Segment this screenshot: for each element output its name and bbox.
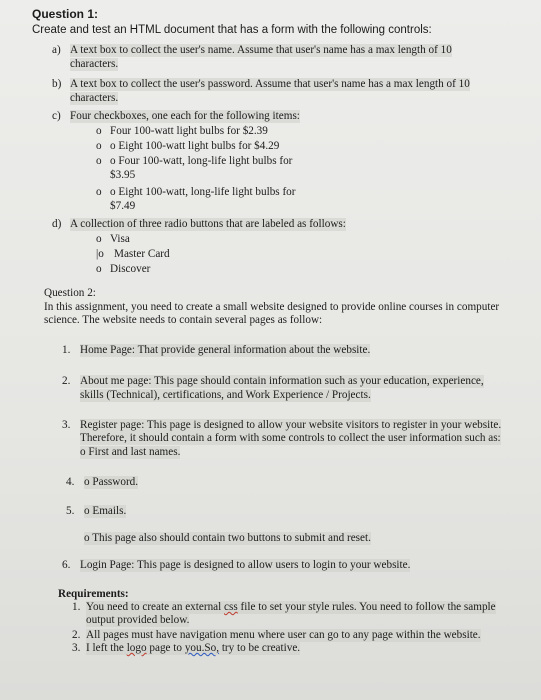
register-page-item-line2: Therefore, it should contain a form with some controls to collect the user information such as: [80, 432, 501, 444]
requirement-1-line2: output provided below. [86, 614, 190, 626]
about-page-item-line1: About me page: This page should contain information such as your education, experience, [80, 375, 484, 387]
bullet: o [96, 140, 102, 152]
radio-item-text: Master Card [114, 248, 170, 260]
requirement-3 [86, 642, 300, 655]
checkbox-item [96, 155, 292, 168]
requirement-2: All pages must have navigation menu where user can go to any page within the website. [86, 629, 481, 641]
spelling-marked-word: logo [126, 642, 147, 654]
item-a-label: a) [52, 44, 61, 56]
bullet: o [96, 125, 102, 137]
list-number: 6. [62, 559, 71, 571]
requirement-3-text-c: try to be creative. [219, 642, 301, 654]
radio-item [96, 248, 170, 261]
bullet: o [96, 233, 102, 245]
checkbox-item-text: o Eight 100-watt, long-life light bulbs for [110, 186, 296, 198]
checkbox-item [96, 140, 279, 153]
list-number: 3. [72, 642, 81, 654]
radio-item-text: Visa [110, 233, 130, 245]
question-2-intro-line2: science. The website needs to contain several pages as follow: [44, 314, 323, 326]
bullet: o [96, 263, 102, 275]
question-2-title: Question 2: [44, 287, 96, 299]
item-a-line2: characters. [70, 58, 119, 70]
requirement-1-text-b: file to set your style rules. You need to follow the sample [237, 601, 496, 613]
item-d-text: A collection of three radio buttons that are labeled as follows: [70, 218, 346, 230]
list-number: 1. [62, 344, 71, 356]
item-c-label: c) [52, 110, 61, 122]
list-number: 3. [62, 419, 71, 431]
checkbox-item-text: o Eight 100-watt light bulbs for $4.29 [110, 140, 280, 152]
bullet: o [96, 186, 102, 198]
list-number: 5. [66, 505, 75, 517]
requirements-title: Requirements: [58, 588, 129, 600]
register-page-item-line1: Register page: This page is designed to allow your website visitors to register in your website. [80, 419, 502, 431]
question-1-intro: Create and test an HTML document that has a form with the following controls: [32, 24, 432, 36]
checkbox-item-text: o Four 100-watt, long-life light bulbs for [110, 155, 293, 167]
requirement-1-text-a: You need to create an external [86, 601, 225, 613]
emails-item: o Emails. [84, 505, 127, 517]
question-2-intro-line1: In this assignment, you need to create a small website designed to provide online courses in computer [44, 301, 500, 313]
item-b-label: b) [52, 78, 62, 90]
radio-item [96, 233, 130, 246]
item-a-line1: A text box to collect the user's name. Assume that user's name has a max length of 10 [70, 44, 452, 56]
grammar-marked-word: you.So, [184, 642, 220, 654]
bullet: o [96, 155, 102, 167]
requirement-3-text-b: page to [146, 642, 185, 654]
item-d-label: d) [52, 218, 62, 230]
list-number: 1. [72, 601, 81, 613]
checkbox-item-continued [96, 200, 135, 213]
spelling-marked-word: css [224, 601, 238, 613]
item-b-line2: characters. [70, 92, 119, 104]
checkbox-item-text: $3.95 [110, 169, 136, 181]
home-page-item: Home Page: That provide general information about the website. [80, 344, 371, 356]
checkbox-item-continued [96, 169, 135, 182]
checkbox-item [96, 125, 268, 138]
item-c-text: Four checkboxes, one each for the following items: [70, 110, 300, 122]
question-1-title: Question 1: [32, 7, 99, 21]
login-page-item: Login Page: This page is designed to allow users to login to your website. [80, 559, 411, 571]
list-number: 2. [72, 629, 81, 641]
about-page-item-line2: skills (Technical), certifications, and Work Experience / Projects. [80, 389, 371, 401]
register-page-item-line3: o First and last names. [80, 446, 181, 458]
password-item: o Password. [84, 476, 139, 488]
list-number: 2. [62, 375, 71, 387]
buttons-note: o This page also should contain two buttons to submit and reset. [84, 532, 371, 544]
requirement-1 [86, 601, 496, 614]
checkbox-item-text: Four 100-watt light bulbs for $2.39 [110, 125, 268, 137]
item-b-line1: A text box to collect the user's password. Assume that user's name has a max length of 10 [70, 78, 470, 90]
bullet: |o [96, 248, 104, 260]
requirement-3-text-a: I left the [86, 642, 127, 654]
list-number: 4. [66, 476, 75, 488]
radio-item-text: Discover [110, 263, 151, 275]
checkbox-item [96, 186, 296, 199]
checkbox-item-text: $7.49 [110, 200, 136, 212]
radio-item [96, 263, 150, 276]
